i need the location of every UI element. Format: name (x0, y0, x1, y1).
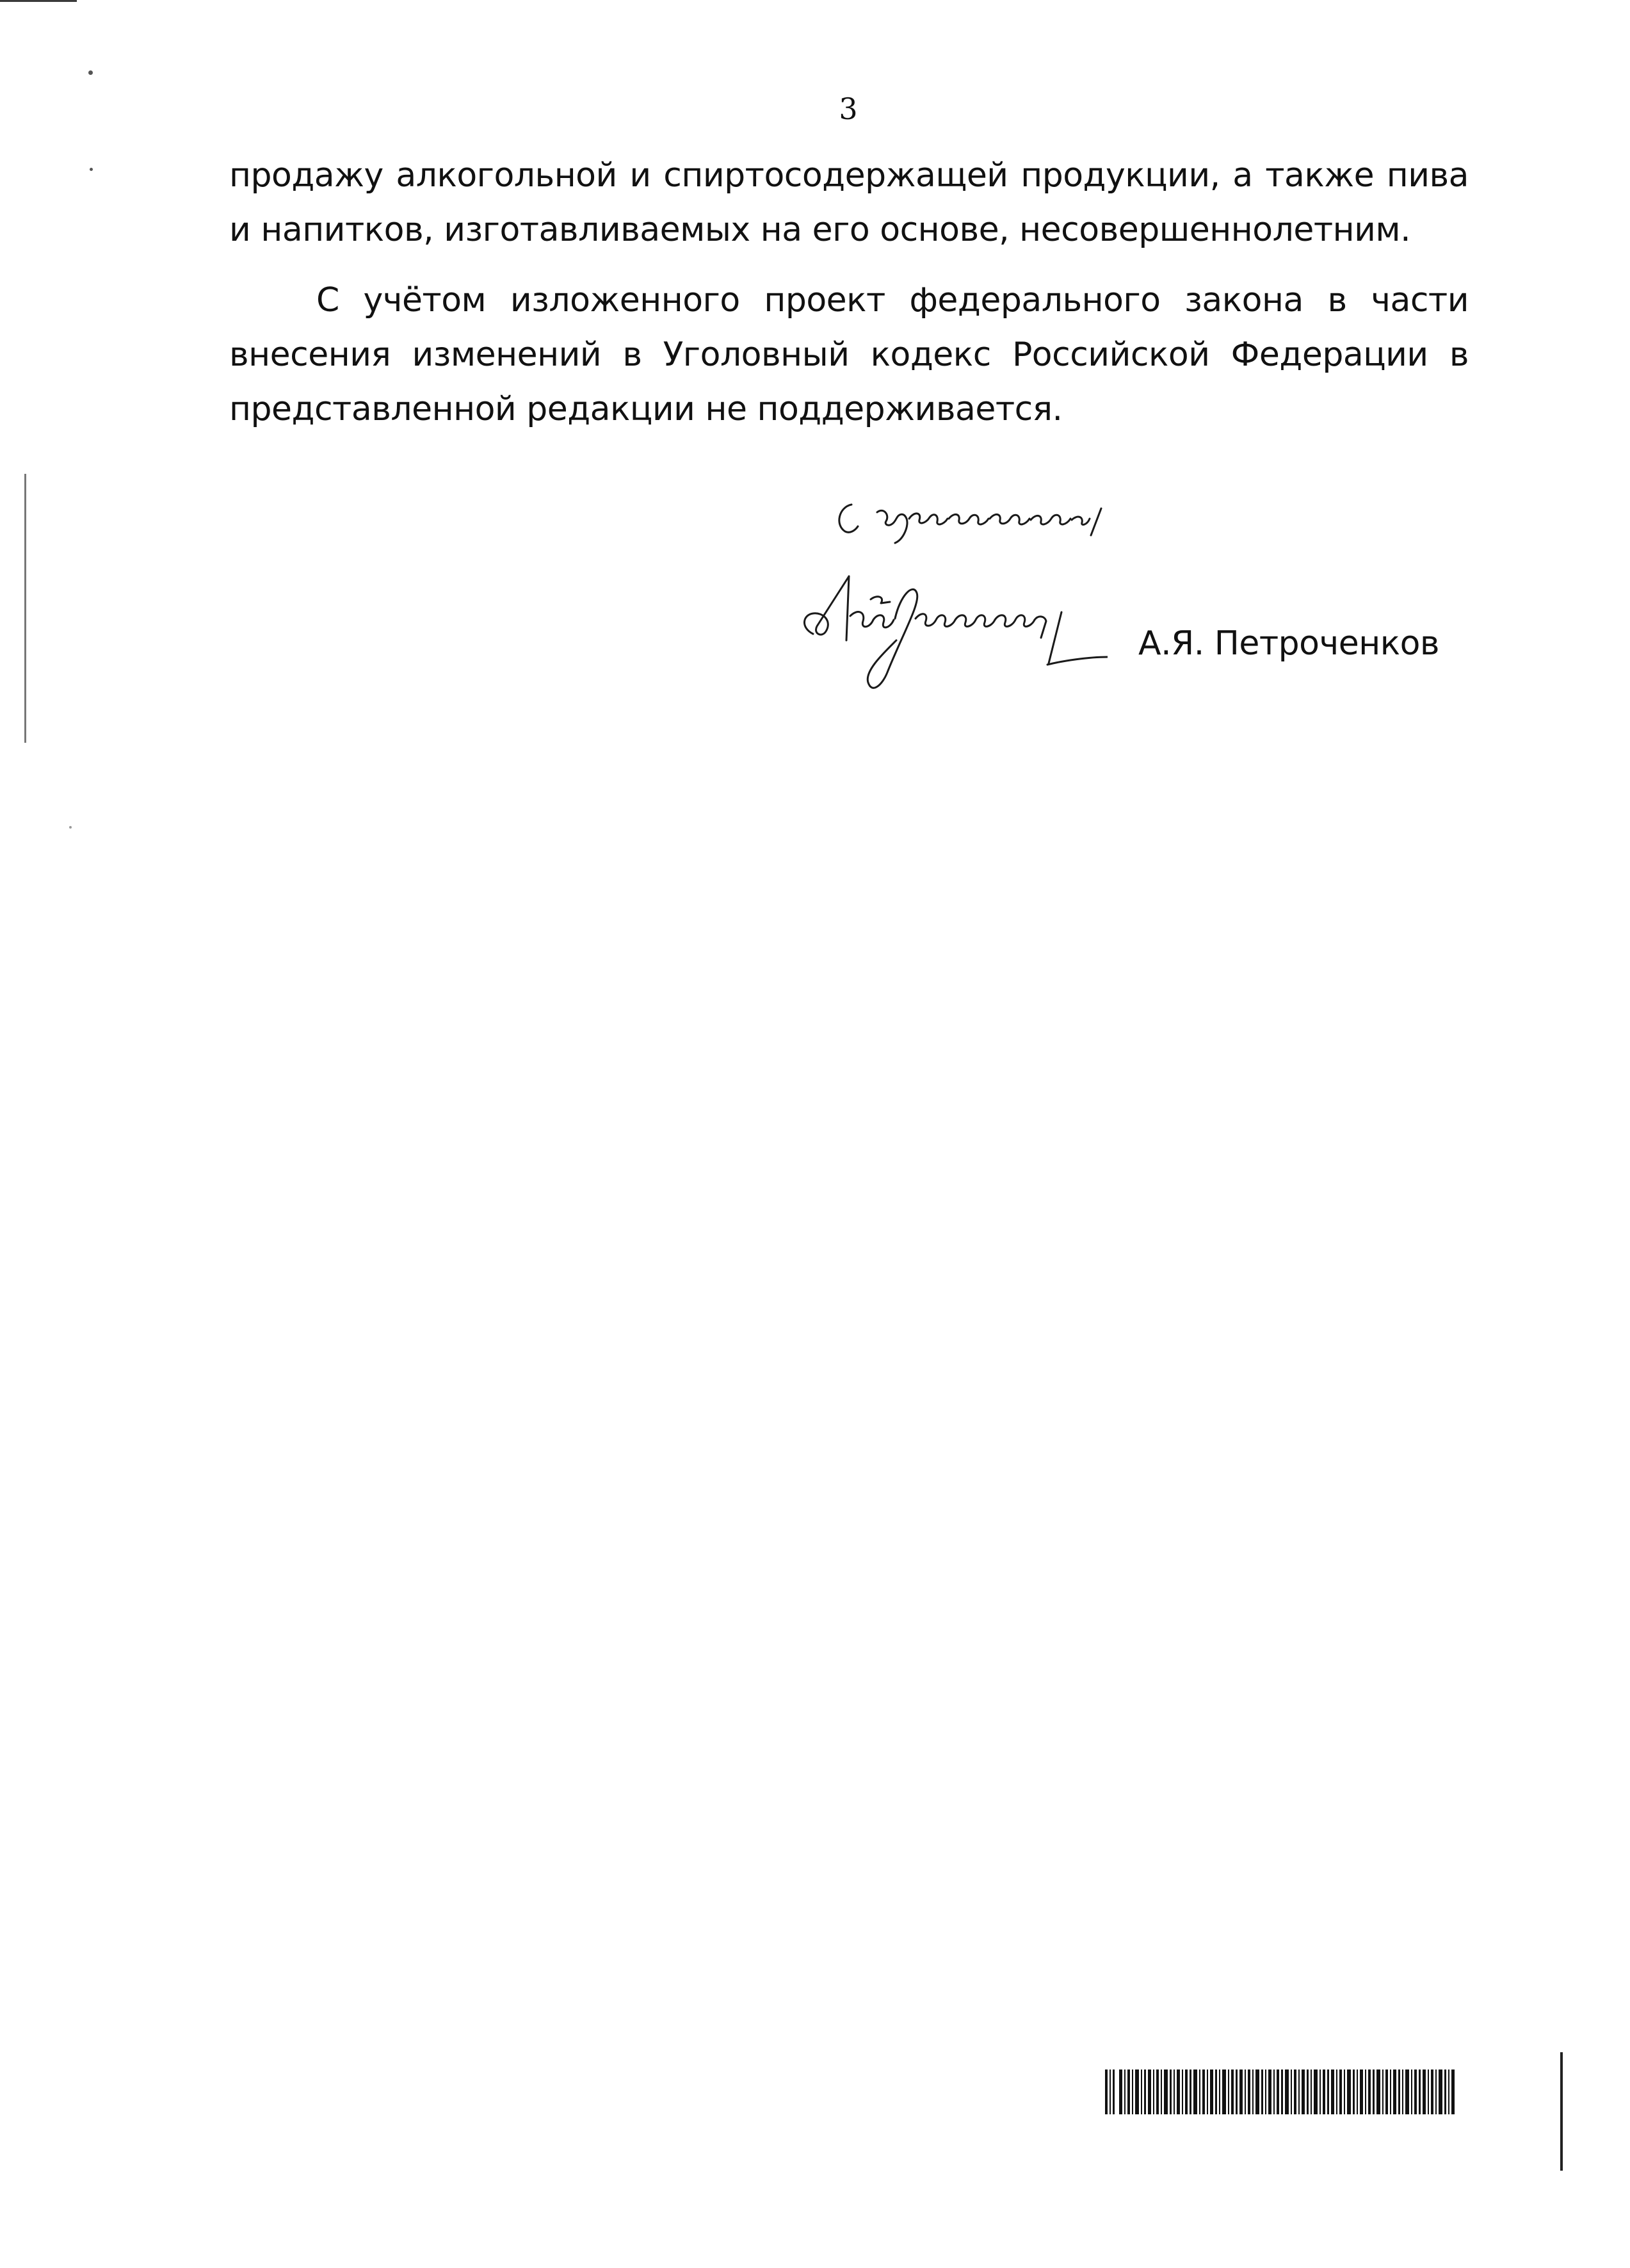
signer-name: А.Я. Петроченков (1138, 624, 1440, 663)
document-body (229, 149, 1469, 437)
handwritten-signature (787, 557, 1108, 698)
scan-edge-top (0, 0, 77, 2)
scan-edge-left (24, 474, 26, 743)
scan-speck (69, 826, 72, 829)
scan-speck (88, 70, 93, 75)
scan-speck (90, 168, 93, 171)
paragraph-continuation: продажу алкогольной и спиртосодержащей продукции, а также пива и напитков, изготавливаемых на его основе, несовершеннолетним. (229, 156, 1469, 249)
handwritten-closing (832, 493, 1140, 544)
paragraph-conclusion: С учётом изложенного проект федерального закона в части внесения изменений в Уголовный кодекс Российской Федерации в представленной редакции не поддерживается. (229, 281, 1469, 428)
scan-edge-right (1560, 2052, 1563, 2171)
page-number: 3 (839, 92, 858, 126)
barcode-icon (1105, 2070, 1455, 2114)
